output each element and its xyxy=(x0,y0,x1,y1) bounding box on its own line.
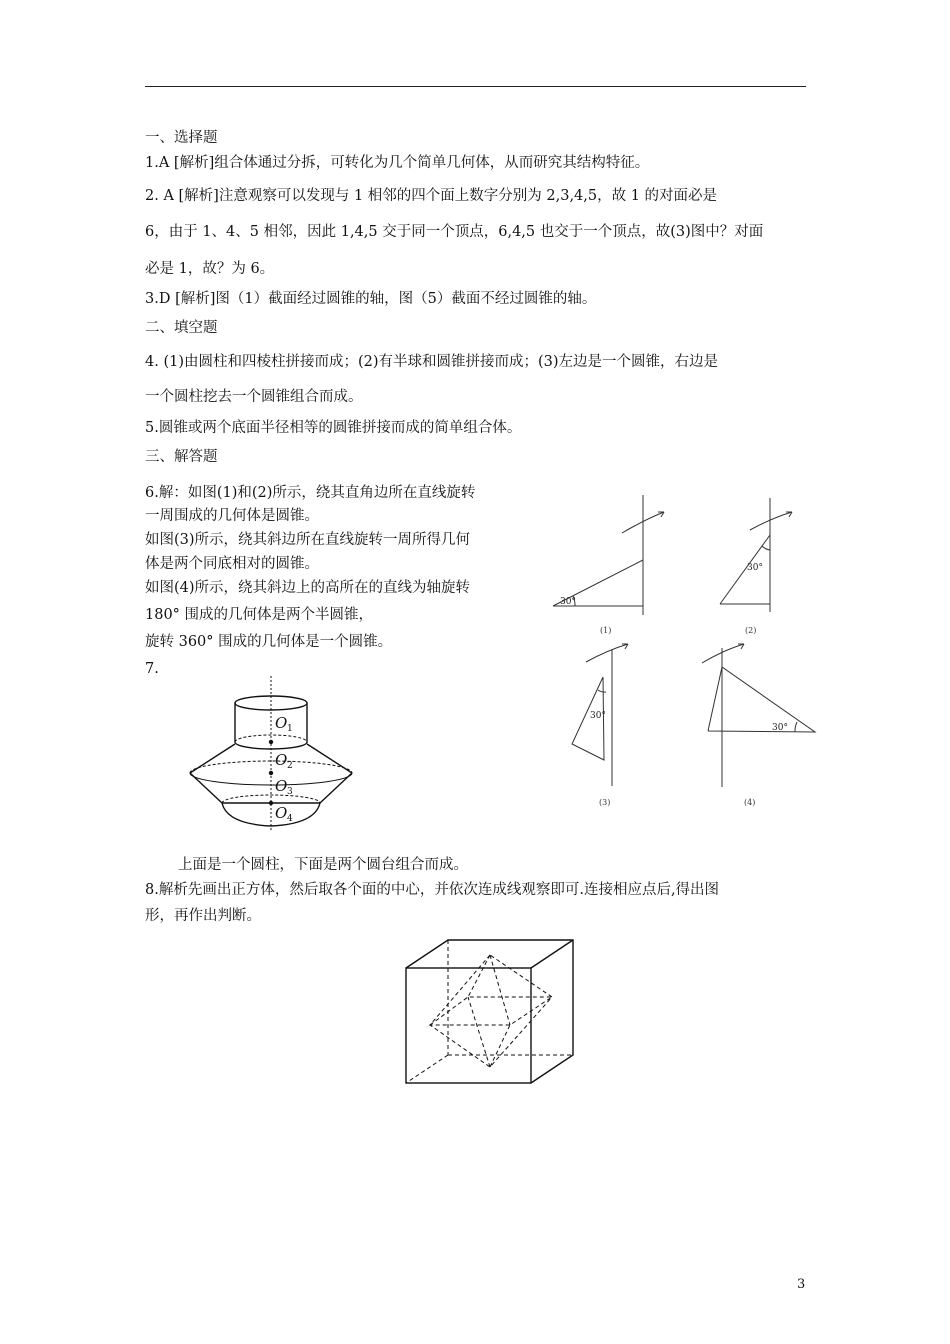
answer-6-line-1: 6.解：如图(1)和(2)所示，绕其直角边所在直线旋转 xyxy=(145,485,476,501)
answer-6-line-4: 体是两个同底相对的圆锥。 xyxy=(145,556,319,572)
answer-2-line-1: 2. A [解析]注意观察可以发现与 1 相邻的四个面上数字分别为 2,3,4,5，故 1 的对面必是 xyxy=(145,188,718,204)
caption-fig2: (2) xyxy=(745,626,757,635)
angle-label-fig2: 30° xyxy=(747,563,763,573)
label-o3: O xyxy=(275,777,288,795)
answer-3: 3.D [解析]图（1）截面经过圆锥的轴，图（5）截面不经过圆锥的轴。 xyxy=(145,291,597,307)
answer-6-line-2: 一周围成的几何体是圆锥。 xyxy=(145,508,319,524)
label-o4-sub: 4 xyxy=(287,814,293,824)
combined-solid-figure xyxy=(185,672,365,832)
section-heading-fill: 二、填空题 xyxy=(145,320,218,336)
caption-fig3: (3) xyxy=(599,798,611,807)
caption-fig4: (4) xyxy=(744,798,756,807)
label-o1: O xyxy=(275,714,288,732)
answer-8-line-1: 8.解析先画出正方体，然后取各个面的中心，并依次连成线观察即可.连接相应点后,得出图 xyxy=(145,882,720,898)
answer-6-line-7: 旋转 360° 围成的几何体是一个圆锥。 xyxy=(145,634,393,650)
answer-2-line-3: 必是 1，故？为 6。 xyxy=(145,261,275,277)
answer-4-line-2: 一个圆柱挖去一个圆锥组合而成。 xyxy=(145,389,363,405)
answer-2-line-2: 6，由于 1、4、5 相邻，因此 1,4,5 交于同一个顶点，6,4,5 也交于一个顶点，故(3)图中？对面 xyxy=(145,224,764,240)
answer-7-text: 上面是一个圆柱，下面是两个圆台组合而成。 xyxy=(178,857,468,873)
label-o3-sub: 3 xyxy=(287,787,293,797)
answer-6-line-5: 如图(4)所示，绕其斜边上的高所在的直线为轴旋转 xyxy=(145,580,471,596)
answer-5: 5.圆锥或两个底面半径相等的圆锥拼接而成的简单组合体。 xyxy=(145,420,522,436)
triangle-rotation-figures xyxy=(540,490,830,815)
answer-6-line-3: 如图(3)所示，绕其斜边所在直线旋转一周所得几何 xyxy=(145,532,471,548)
answer-7-label: 7. xyxy=(145,661,159,677)
label-o2: O xyxy=(275,751,288,769)
section-heading-solve: 三、解答题 xyxy=(145,449,218,465)
label-o1-sub: 1 xyxy=(287,724,293,734)
caption-fig1: (1) xyxy=(600,626,612,635)
answer-1: 1.A [解析]组合体通过分拆，可转化为几个简单几何体，从而研究其结构特征。 xyxy=(145,155,650,171)
section-heading-choice: 一、选择题 xyxy=(145,130,218,146)
label-o2-sub: 2 xyxy=(287,761,293,771)
angle-label-fig3: 30° xyxy=(590,711,606,721)
answer-4-line-1: 4. (1)由圆柱和四棱柱拼接而成；(2)有半球和圆锥拼接而成；(3)左边是一个圆锥，右边是 xyxy=(145,354,719,370)
angle-label-fig1: 30° xyxy=(560,597,576,607)
angle-label-fig4: 30° xyxy=(772,723,788,733)
header-rule xyxy=(145,86,806,87)
answer-8-line-2: 形，再作出判断。 xyxy=(145,908,261,924)
label-o4: O xyxy=(275,804,288,822)
cube-octahedron-figure xyxy=(400,935,585,1087)
answer-6-line-6: 180° 围成的几何体是两个半圆锥， xyxy=(145,607,374,623)
page-number: 3 xyxy=(797,1277,806,1292)
